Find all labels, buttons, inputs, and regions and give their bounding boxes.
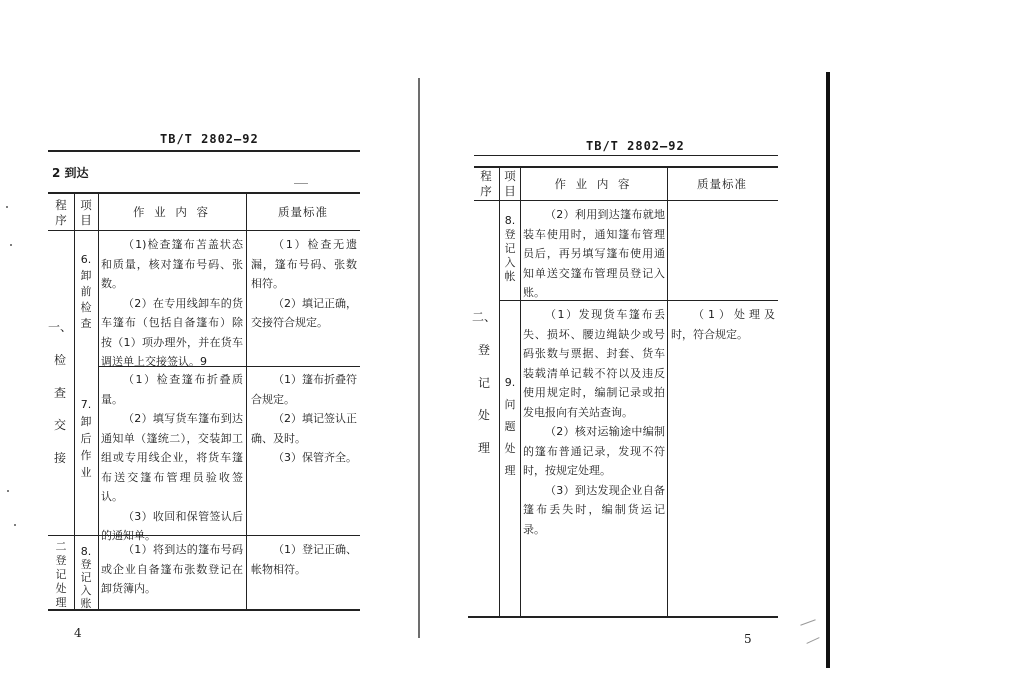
header-rule <box>474 155 778 156</box>
scan-speck <box>10 244 12 246</box>
page-number-right: 5 <box>744 632 752 646</box>
standard-paragraph: （2）填记正确，交接符合规定。 <box>251 296 357 329</box>
content-cell <box>523 205 665 303</box>
item-label: 9.问题处理 <box>504 376 516 477</box>
stage-label-register-handle <box>472 308 497 456</box>
column-header-standard: 质量标准 <box>278 205 328 219</box>
scan-speck <box>6 206 8 208</box>
column-header-content: 作 业 内 容 <box>554 177 633 191</box>
item-label: 8.登记入账 <box>80 545 92 610</box>
table-bottom-rule <box>48 609 360 611</box>
scan-mark <box>800 619 815 625</box>
content-paragraph: （1）发现货车篷布丢失、损坏、腰边绳缺少或号码张数与票据、封套、货车装载清单记载不符以及违反使用规定时，编制记录或拍发电报向有关站查询。 <box>523 308 665 419</box>
column-divider <box>74 193 75 609</box>
scan-speck <box>7 490 9 492</box>
stage-char: 理 <box>477 441 490 455</box>
column-header-item: 项目 <box>504 169 516 198</box>
stage-char: 记 <box>477 375 490 390</box>
scan-speck <box>14 524 16 526</box>
content-paragraph: （1）检查篷布折叠质量。 <box>101 373 243 406</box>
standard-paragraph: （3）保管齐全。 <box>273 451 357 464</box>
column-divider <box>246 193 247 609</box>
standard-cell <box>251 540 357 579</box>
scan-mark <box>294 183 308 184</box>
content-cell <box>101 540 243 599</box>
standard-paragraph: （1）处理及时，符合规定。 <box>671 308 775 341</box>
page-number-left: 4 <box>74 626 82 640</box>
header-rule <box>48 150 360 152</box>
content-cell <box>523 305 665 539</box>
content-paragraph: （1）将到达的篷布号码或企业自备篷布张数登记在卸货簿内。 <box>101 543 243 595</box>
standard-cell <box>251 235 357 333</box>
content-paragraph: （1)检查篷布苫盖状态和质量，核对篷布号码、张数。 <box>101 238 243 290</box>
section-title: 2 到达 <box>52 166 89 180</box>
stage-char: 一、 <box>48 320 73 334</box>
stage-char: 检 <box>53 352 66 367</box>
standard-cell <box>671 305 775 344</box>
item-label: 7.卸后作业 <box>80 398 92 479</box>
stage-char: 查 <box>53 385 66 400</box>
table-header-rule <box>48 230 360 231</box>
item-label: 6.卸前检查 <box>80 253 92 330</box>
column-header-procedure: 程序 <box>55 198 67 227</box>
table-bottom-rule <box>468 616 778 618</box>
content-cell <box>101 235 243 372</box>
standard-cell <box>251 370 357 468</box>
standard-paragraph: （1）篷布折叠符合规定。 <box>251 373 357 406</box>
page-gutter <box>418 78 420 638</box>
column-divider <box>499 167 500 616</box>
column-header-item: 项目 <box>80 198 92 227</box>
content-paragraph: （3）到达发现企业自备篷布丢失时，编制货运记录。 <box>523 483 665 536</box>
column-header-content: 作 业 内 容 <box>133 205 211 219</box>
stage-char: 二、 <box>472 310 497 324</box>
content-paragraph: （2）填写货车篷布到达通知单（篷统二），交装卸工组或专用线企业，将货车篷布送交篷布管理员验收签认。 <box>101 412 243 503</box>
stage-char: 处 <box>477 408 490 423</box>
content-paragraph: （3）收回和保管签认后的通知单。 <box>101 509 243 542</box>
column-header-procedure: 程序 <box>480 169 492 198</box>
left-page-header: TB/T 2802—92 <box>160 132 259 146</box>
standard-paragraph: （1）登记正确、帐物相符。 <box>251 543 357 576</box>
stage-label-register: 二登记处理 <box>55 540 67 609</box>
content-paragraph: （2）利用到达篷布就地装车使用时，通知篷布管理员后，再另填写篷布使用通知单送交篷布管理员登记入账。 <box>523 208 665 299</box>
item-label: 8.登记入帐 <box>504 214 516 283</box>
column-header-standard: 质量标准 <box>697 177 747 191</box>
stage-char: 接 <box>53 451 66 465</box>
table-top-rule <box>48 192 360 194</box>
column-divider <box>667 167 668 616</box>
content-paragraph: （2）在专用线卸车的货车篷布（包括自备篷布）除按（1）项办理外，并在货车调送单上交接签认。9 <box>101 296 243 368</box>
standard-paragraph: （1）检查无遗漏，篷布号码、张数相符。 <box>251 238 357 290</box>
content-cell <box>101 370 243 546</box>
column-divider <box>98 193 99 609</box>
stage-label-inspect-handover <box>48 318 73 466</box>
right-page-header: TB/T 2802—92 <box>586 139 685 153</box>
standard-paragraph: （2）填记签认正确、及时。 <box>251 412 357 445</box>
column-divider <box>520 167 521 616</box>
scan-mark <box>806 637 819 644</box>
page-edge <box>826 72 830 668</box>
stage-char: 登 <box>477 342 490 357</box>
content-paragraph: （2）核对运输途中编制的篷布普通记录，发现不符时，按规定处理。 <box>523 425 665 477</box>
stage-char: 交 <box>53 418 66 433</box>
